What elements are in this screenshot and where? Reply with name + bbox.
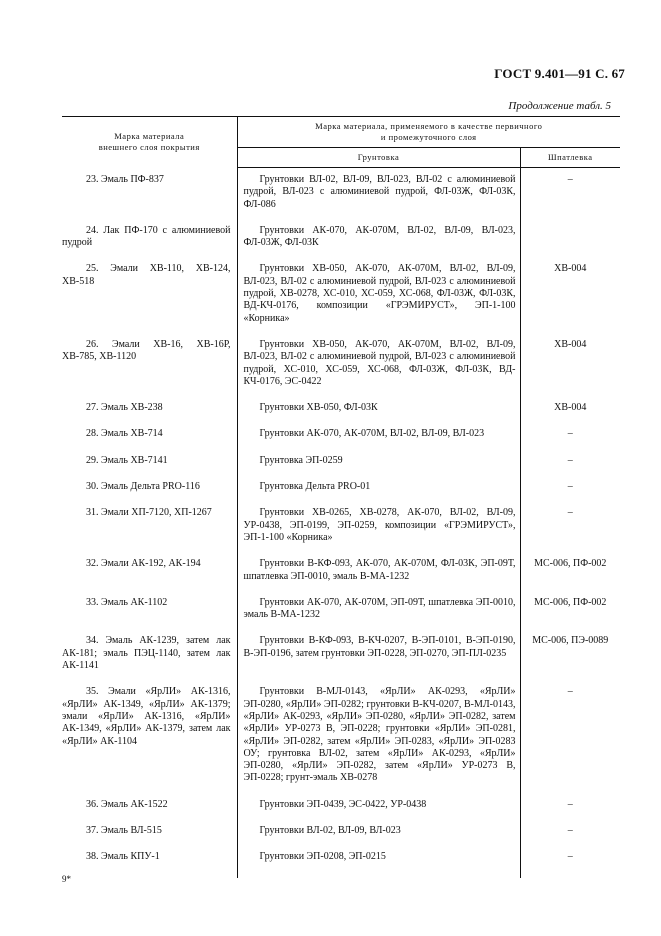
column-header-primer: Грунтовка (237, 148, 520, 168)
cell-putty (520, 507, 620, 558)
cell-putty-text: – (567, 686, 573, 698)
cell-outer-coat (62, 168, 237, 225)
cell-outer-coat (62, 635, 237, 686)
cell-primer-text: Грунтовки ЭП-0439, ЭС-0422, УР-0438 (259, 798, 427, 810)
cell-outer-coat (62, 225, 237, 264)
cell-putty-text: ХВ-004 (554, 338, 587, 350)
table-row (62, 402, 620, 428)
cell-primer (237, 428, 520, 454)
cell-outer-coat-text: 24. Лак ПФ-170 с алюминиевой пудрой (62, 224, 231, 249)
cell-primer (237, 635, 520, 686)
cell-primer (237, 455, 520, 481)
cell-primer (237, 481, 520, 507)
cell-primer (237, 263, 520, 338)
table-row (62, 851, 620, 877)
cell-primer-text: Грунтовки ХВ-050, АК-070, АК-070М, ВЛ-02, ВЛ-09, ВЛ-023, ВЛ-02 с алюминиевой пудрой, ВЛ-023 с алюминиевой пудрой, ХВ-0278, ХС-010, ХС-059, ХС-068, ФЛ-03Ж, ФЛ-03К, ВД-КЧ-0176, композиции «ГРЭМИРУСТ», ЭП-1-100 «Корника» (243, 263, 516, 324)
table-row (62, 686, 620, 798)
cell-outer-coat (62, 558, 237, 597)
cell-outer-coat (62, 851, 237, 877)
cell-putty-text: – (567, 851, 573, 863)
cell-outer-coat (62, 339, 237, 402)
cell-putty (520, 597, 620, 636)
table-row (62, 825, 620, 851)
cell-outer-coat-text: 37. Эмаль ВЛ-515 (86, 824, 162, 836)
cell-primer-text: Грунтовки ВЛ-02, ВЛ-09, ВЛ-023, ВЛ-02 с алюминиевой пудрой, ВЛ-023 с алюминиевой пудрой, ФЛ-03Ж, ФЛ-03К, ФЛ-086 (243, 174, 516, 210)
cell-outer-coat-text: 27. Эмаль ХВ-238 (86, 402, 163, 414)
table-continuation-label: Продолжение табл. 5 (508, 100, 611, 112)
cell-outer-coat-text: 25. Эмали ХВ-110, ХВ-124, ХВ-518 (62, 263, 231, 287)
cell-putty (520, 402, 620, 428)
cell-primer-text: Грунтовки ХВ-050, АК-070, АК-070М, ВЛ-02, ВЛ-09, ВЛ-023, ВЛ-02 с алюминиевой пудрой, ВЛ-023 с алюминиевой пудрой, ХС-010, ХС-059, ХС-068, ФЛ-03Ж, ФЛ-03К, ВД-КЧ-0176, ЭС-0422 (243, 338, 516, 387)
cell-outer-coat (62, 507, 237, 558)
cell-primer-text: Грунтовка Дельта PRO-01 (259, 481, 371, 493)
cell-primer-text: Грунтовки В-КФ-093, АК-070, АК-070М, ФЛ-03К, ЭП-09Т, шпатлевка ЭП-0010, эмаль В-МА-1232 (243, 558, 516, 582)
cell-primer-text: Грунтовки ХВ-0265, ХВ-0278, АК-070, ВЛ-02, ВЛ-09, УР-0438, ЭП-0199, ЭП-0259, композиции «ГРЭМИРУСТ», ЭП-1-100 «Корника» (243, 507, 516, 543)
cell-putty (520, 168, 620, 225)
cell-outer-coat (62, 481, 237, 507)
cell-outer-coat (62, 402, 237, 428)
materials-table (62, 116, 620, 878)
cell-outer-coat-text: 26. Эмали ХВ-16, ХВ-16Р, ХВ-785, ХВ-1120 (62, 338, 231, 363)
cell-primer-text: Грунтовки ЭП-0208, ЭП-0215 (259, 851, 386, 863)
column-header-outer-coat-text: Марка материала внешнего слоя покрытия (98, 131, 200, 153)
page-footer-mark: 9* (62, 874, 71, 884)
cell-outer-coat-text: 31. Эмали ХП-7120, ХП-1267 (86, 507, 212, 519)
cell-putty-text: – (567, 174, 573, 185)
cell-outer-coat (62, 455, 237, 481)
cell-putty-text: МС-006, ПФ-002 (534, 558, 607, 570)
cell-putty-text: – (567, 454, 573, 466)
cell-primer-text: Грунтовка ЭП-0259 (259, 454, 343, 466)
cell-putty-text: – (567, 481, 573, 493)
cell-putty (520, 263, 620, 338)
cell-primer-text: Грунтовки АК-070, АК-070М, ВЛ-02, ВЛ-09, ВЛ-023, ФЛ-03Ж, ФЛ-03К (243, 224, 516, 249)
cell-outer-coat-text: 35. Эмали «ЯрЛИ» АК-1316, «ЯрЛИ» АК-1349, «ЯрЛИ» АК-1379; эмали «ЯрЛИ» АК-1316, «ЯрЛИ» АК-1349, «ЯрЛИ» АК-1379, затем лак «ЯрЛИ» АК-1104 (62, 686, 231, 747)
table-row (62, 225, 620, 264)
cell-outer-coat-text: 23. Эмаль ПФ-837 (86, 173, 164, 185)
cell-outer-coat (62, 686, 237, 798)
cell-primer (237, 825, 520, 851)
cell-putty-text: ХВ-004 (554, 402, 587, 414)
cell-putty-text: – (567, 798, 573, 810)
cell-primer (237, 558, 520, 597)
table-row (62, 455, 620, 481)
table-row (62, 799, 620, 825)
cell-putty (520, 225, 620, 264)
cell-primer-text: Грунтовки В-КФ-093, В-КЧ-0207, В-ЭП-0101, В-ЭП-0190, В-ЭП-0196, затем грунтовки ЭП-0228, ЭП-0270, ЭП-ПЛ-0235 (243, 635, 516, 659)
cell-outer-coat (62, 825, 237, 851)
cell-primer (237, 225, 520, 264)
cell-primer-text: Грунтовки АК-070, АК-070М, ЭП-09Т, шпатлевка ЭП-0010, эмаль В-МА-1232 (243, 596, 516, 621)
cell-putty-text: – (567, 428, 573, 440)
cell-outer-coat-text: 29. Эмаль ХВ-7141 (86, 454, 168, 466)
cell-putty (520, 686, 620, 798)
cell-putty-text: МС-006, ПЭ-0089 (532, 635, 609, 647)
cell-putty (520, 339, 620, 402)
table-row (62, 597, 620, 636)
column-header-outer-coat (62, 117, 237, 168)
cell-putty (520, 635, 620, 686)
cell-outer-coat-text: 28. Эмаль ХВ-714 (86, 428, 163, 440)
cell-putty (520, 851, 620, 877)
cell-outer-coat (62, 597, 237, 636)
cell-primer-text: Грунтовки АК-070, АК-070М, ВЛ-02, ВЛ-09, ВЛ-023 (259, 428, 485, 440)
cell-primer-text: Грунтовки ХВ-050, ФЛ-03К (259, 402, 378, 414)
cell-primer-text: Грунтовки ВЛ-02, ВЛ-09, ВЛ-023 (259, 824, 401, 836)
column-header-primary-layer-text: Марка материала, применяемого в качестве первичного и промежуточного слоя (315, 121, 543, 142)
cell-putty (520, 455, 620, 481)
table-row (62, 428, 620, 454)
cell-outer-coat-text: 38. Эмаль КПУ-1 (86, 851, 160, 863)
table-row (62, 481, 620, 507)
column-header-primary-layer (237, 117, 620, 148)
cell-primer (237, 686, 520, 798)
cell-primer (237, 597, 520, 636)
cell-putty (520, 428, 620, 454)
table-row (62, 507, 620, 558)
cell-putty (520, 558, 620, 597)
table-row (62, 263, 620, 338)
cell-putty-text: – (567, 824, 573, 836)
cell-primer (237, 339, 520, 402)
cell-outer-coat-text: 32. Эмали АК-192, АК-194 (86, 558, 201, 570)
table-row (62, 339, 620, 402)
cell-outer-coat (62, 799, 237, 825)
cell-putty-text: ХВ-004 (554, 263, 587, 275)
cell-primer-text: Грунтовки В-МЛ-0143, «ЯрЛИ» АК-0293, «ЯрЛИ» ЭП-0280, «ЯрЛИ» ЭП-0282; грунтовки В-КЧ-0207, В-МЛ-0143, «ЯрЛИ» АК-0293, «ЯрЛИ» ЭП-0280, «ЯрЛИ» ЭП-0282, затем «ЯрЛИ» УР-0273 В, ЭП-0228; грунтовки «ЯрЛИ» ЭП-0281, «ЯрЛИ» ЭП-0282, затем «ЯрЛИ» ЭП-0283, «ЯрЛИ» ЭП-0283 ОУ; грунтовка ВЛ-02, затем «ЯрЛИ» АК-0293, «ЯрЛИ» ЭП-0280, «ЯрЛИ» ЭП-0282, затем «ЯрЛИ» УР-0273 В, ЭП-0228; грунт-эмаль ХВ-0278 (243, 686, 516, 784)
page-header-doc-ref: ГОСТ 9.401—91 С. 67 (494, 66, 625, 81)
table-row (62, 168, 620, 225)
cell-outer-coat-text: 33. Эмаль АК-1102 (86, 596, 168, 608)
cell-primer (237, 507, 520, 558)
cell-primer (237, 168, 520, 225)
cell-outer-coat (62, 263, 237, 338)
cell-primer (237, 799, 520, 825)
table-row (62, 635, 620, 686)
cell-outer-coat-text: 34. Эмаль АК-1239, затем лак АК-181; эмаль ПЭЦ-1140, затем лак АК-1141 (62, 635, 231, 672)
column-header-putty: Шпатлевка (520, 148, 620, 168)
cell-outer-coat-text: 36. Эмаль АК-1522 (86, 798, 168, 810)
cell-outer-coat (62, 428, 237, 454)
cell-putty (520, 799, 620, 825)
cell-putty-text: МС-006, ПФ-002 (534, 596, 607, 608)
cell-outer-coat-text: 30. Эмаль Дельта PRO-116 (86, 481, 200, 493)
table-row (62, 558, 620, 597)
cell-primer (237, 402, 520, 428)
cell-putty (520, 481, 620, 507)
cell-putty (520, 825, 620, 851)
cell-putty-text: – (567, 507, 573, 519)
cell-primer (237, 851, 520, 877)
